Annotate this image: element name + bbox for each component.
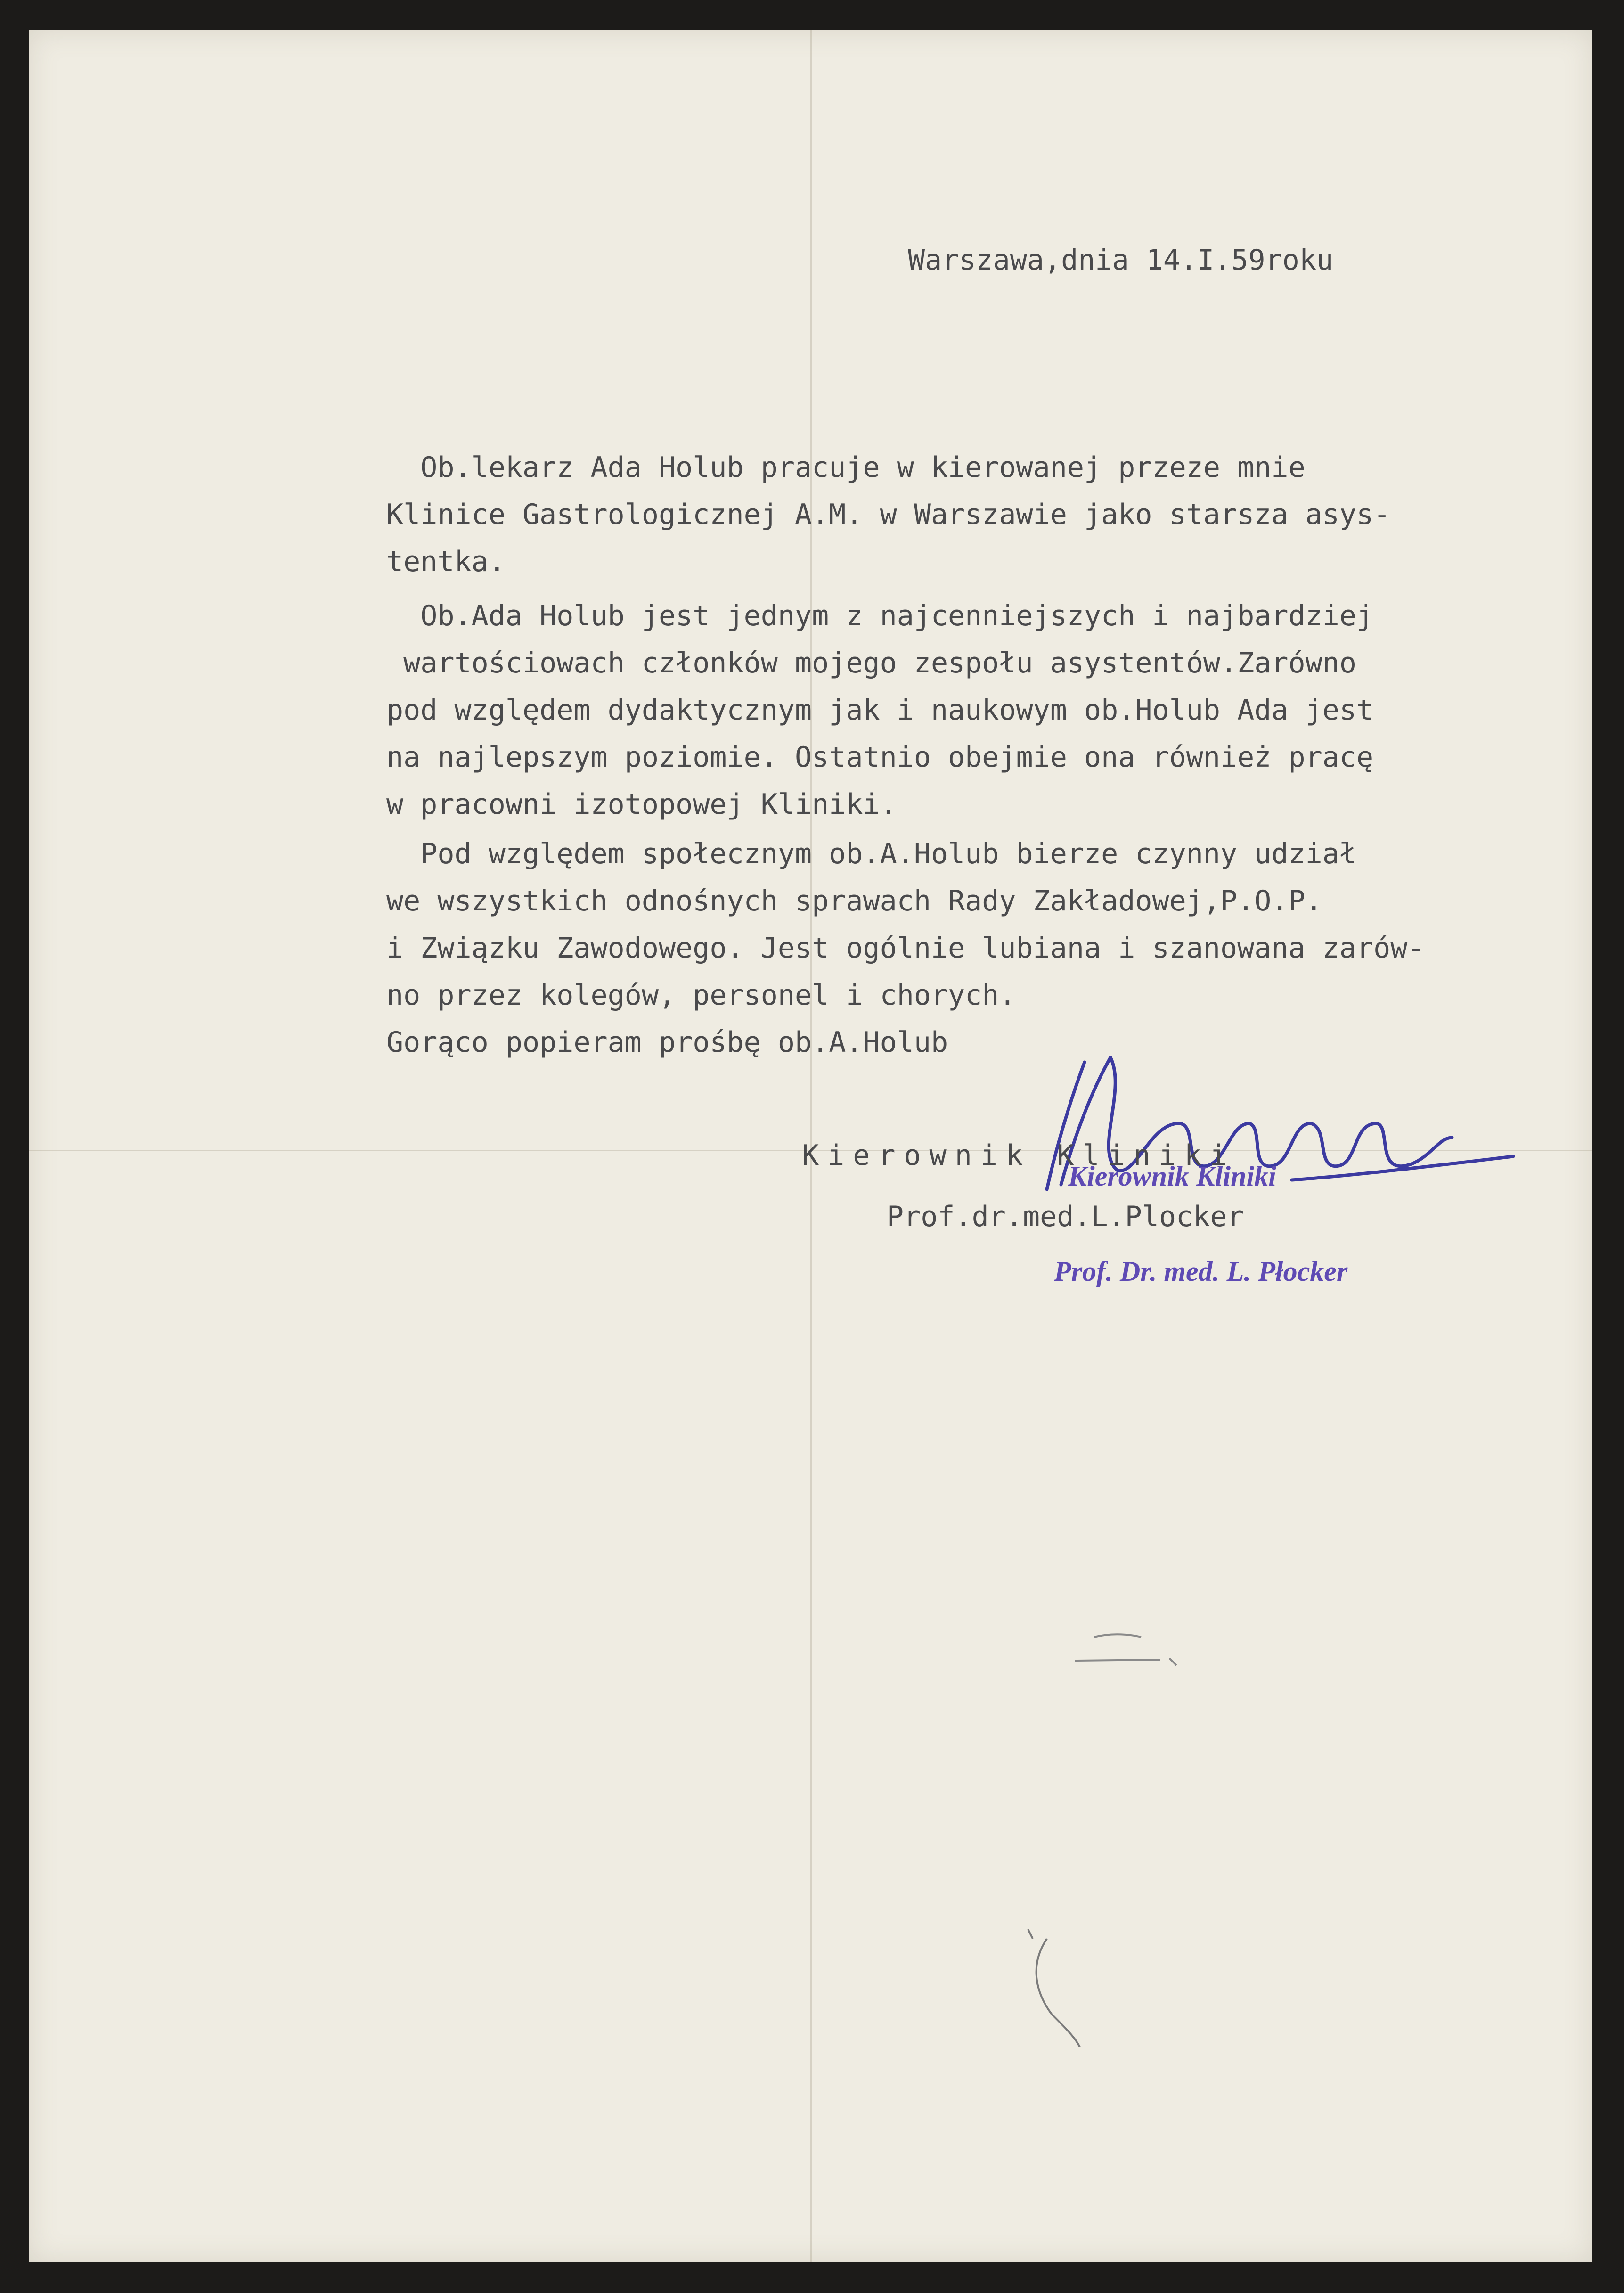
body-line-5: wartościowach członków mojego zespołu asystentów.Zarówno bbox=[386, 647, 1357, 680]
body-line-4: Ob.Ada Holub jest jednym z najcenniejszych i najbardziej bbox=[386, 599, 1374, 632]
body-line-8: w pracowni izotopowej Kliniki. bbox=[386, 788, 897, 821]
closing-title: Kierownik Kliniki bbox=[802, 1139, 1236, 1172]
closing-name: Prof.dr.med.L.Plocker bbox=[887, 1200, 1244, 1233]
body-line-2: Klinice Gastrologicznej A.M. w Warszawie jako starsza asys- bbox=[386, 498, 1391, 531]
date-line: Warszawa,dnia 14.I.59roku bbox=[908, 244, 1334, 277]
stamp-name: Prof. Dr. med. L. Płocker bbox=[1054, 1256, 1348, 1287]
body-line-13: Gorąco popieram prośbę ob.A.Holub bbox=[386, 1026, 948, 1059]
body-line-7: na najlepszym poziomie. Ostatnio obejmie ona również pracę bbox=[386, 741, 1374, 774]
letter-page bbox=[29, 30, 1592, 2262]
body-line-10: we wszystkich odnośnych sprawach Rady Zakładowej,P.O.P. bbox=[386, 884, 1322, 917]
body-line-1: Ob.lekarz Ada Holub pracuje w kierowanej przeze mnie bbox=[386, 451, 1306, 484]
body-line-3: tentka. bbox=[386, 545, 506, 578]
body-line-12: no przez kolegów, personel i chorych. bbox=[386, 979, 1016, 1012]
pencil-mark-lower bbox=[1009, 1924, 1094, 2056]
body-line-6: pod względem dydaktycznym jak i naukowym ob.Holub Ada jest bbox=[386, 694, 1374, 727]
body-line-9: Pod względem społecznym ob.A.Holub bierze czynny udział bbox=[386, 837, 1357, 870]
pencil-mark bbox=[1066, 1623, 1188, 1679]
body-line-11: i Związku Zawodowego. Jest ogólnie lubiana i szanowana zarów- bbox=[386, 932, 1425, 965]
stamp-title: Kierownik Kliniki bbox=[1068, 1161, 1276, 1192]
